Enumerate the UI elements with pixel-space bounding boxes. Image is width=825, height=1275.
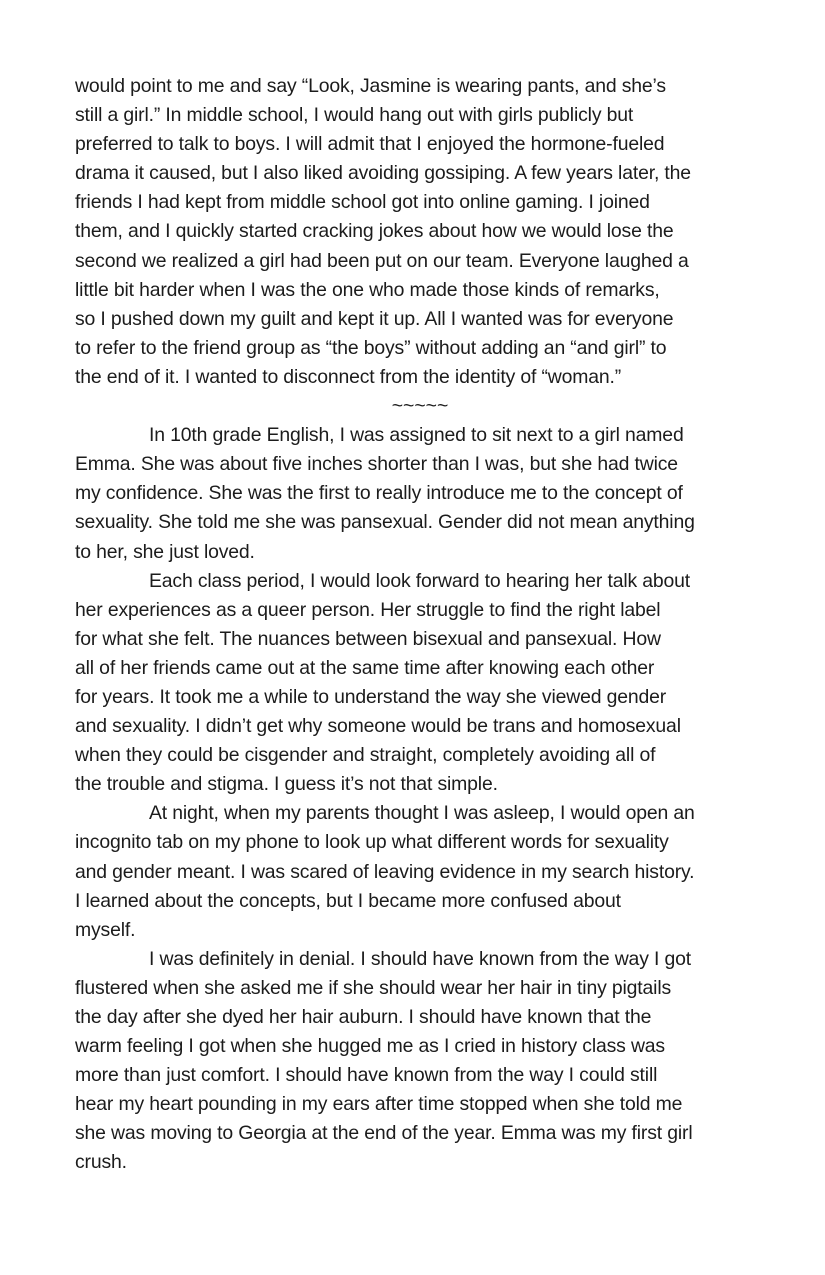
paragraph-class-period: [75, 567, 755, 800]
text-line: her experiences as a queer person. Her struggle to find the right label: [75, 598, 661, 621]
document-page: [75, 72, 755, 1178]
text-line: Emma. She was about five inches shorter than I was, but she had twice: [75, 453, 678, 476]
text-line: warm feeling I got when she hugged me as I cried in history class was: [75, 1035, 665, 1058]
text-line: hear my heart pounding in my ears after time stopped when she told me: [75, 1093, 683, 1116]
text-line: I learned about the concepts, but I became more confused about: [75, 889, 621, 912]
text-line: so I pushed down my guilt and kept it up. All I wanted was for everyone: [75, 307, 674, 330]
text-line: incognito tab on my phone to look up what different words for sexuality: [75, 831, 669, 854]
text-line: to her, she just loved.: [75, 540, 255, 563]
text-line: the trouble and stigma. I guess it’s not that simple.: [75, 773, 498, 796]
text-line: and gender meant. I was scared of leaving evidence in my search history.: [75, 860, 695, 883]
text-line: little bit harder when I was the one who made those kinds of remarks,: [75, 278, 660, 301]
text-line: flustered when she asked me if she should wear her hair in tiny pigtails: [75, 976, 672, 999]
text-line: my confidence. She was the first to really introduce me to the concept of: [75, 482, 683, 505]
text-line: second we realized a girl had been put on our team. Everyone laughed a: [75, 249, 689, 272]
text-line: for years. It took me a while to understand the way she viewed gender: [75, 685, 667, 708]
text-line: for what she felt. The nuances between bisexual and pansexual. How: [75, 627, 661, 650]
text-line: them, and I quickly started cracking jokes about how we would lose the: [75, 220, 674, 243]
text-line: the end of it. I wanted to disconnect from the identity of “woman.”: [75, 365, 622, 388]
text-line: she was moving to Georgia at the end of the year. Emma was my first girl: [75, 1122, 693, 1145]
text-line: crush.: [75, 1151, 127, 1174]
paragraph-emma-intro: [75, 421, 755, 566]
text-line: to refer to the friend group as “the boys” without adding an “and girl” to: [75, 336, 667, 359]
text-line: myself.: [75, 918, 136, 941]
text-line: friends I had kept from middle school got into online gaming. I joined: [75, 191, 650, 214]
text-line: preferred to talk to boys. I will admit that I enjoyed the hormone-fueled: [75, 133, 665, 156]
text-line: sexuality. She told me she was pansexual. Gender did not mean anything: [75, 511, 695, 534]
text-line: would point to me and say “Look, Jasmine is wearing pants, and she’s: [75, 75, 666, 97]
text-line: and sexuality. I didn’t get why someone would be trans and homosexual: [75, 715, 681, 738]
text-line: all of her friends came out at the same time after knowing each other: [75, 656, 655, 679]
text-line: when they could be cisgender and straight, completely avoiding all of: [75, 744, 656, 767]
text-line: drama it caused, but I also liked avoiding gossiping. A few years later, the: [75, 162, 691, 185]
paragraph-denial: [75, 945, 755, 1178]
text-line: more than just comfort. I should have known from the way I could still: [75, 1064, 658, 1087]
opening-paragraph: [75, 72, 755, 392]
text-line: In 10th grade English, I was assigned to sit next to a girl named: [149, 424, 684, 447]
text-line: At night, when my parents thought I was asleep, I would open an: [149, 802, 695, 825]
text-line: still a girl.” In middle school, I would hang out with girls publicly but: [75, 104, 634, 127]
text-line: I was definitely in denial. I should have known from the way I got: [149, 947, 691, 970]
text-line: Each class period, I would look forward to hearing her talk about: [149, 569, 691, 592]
section-break: ~~~~~: [391, 395, 449, 418]
paragraph-night-search: [75, 799, 755, 944]
text-line: the day after she dyed her hair auburn. I should have known that the: [75, 1006, 652, 1028]
